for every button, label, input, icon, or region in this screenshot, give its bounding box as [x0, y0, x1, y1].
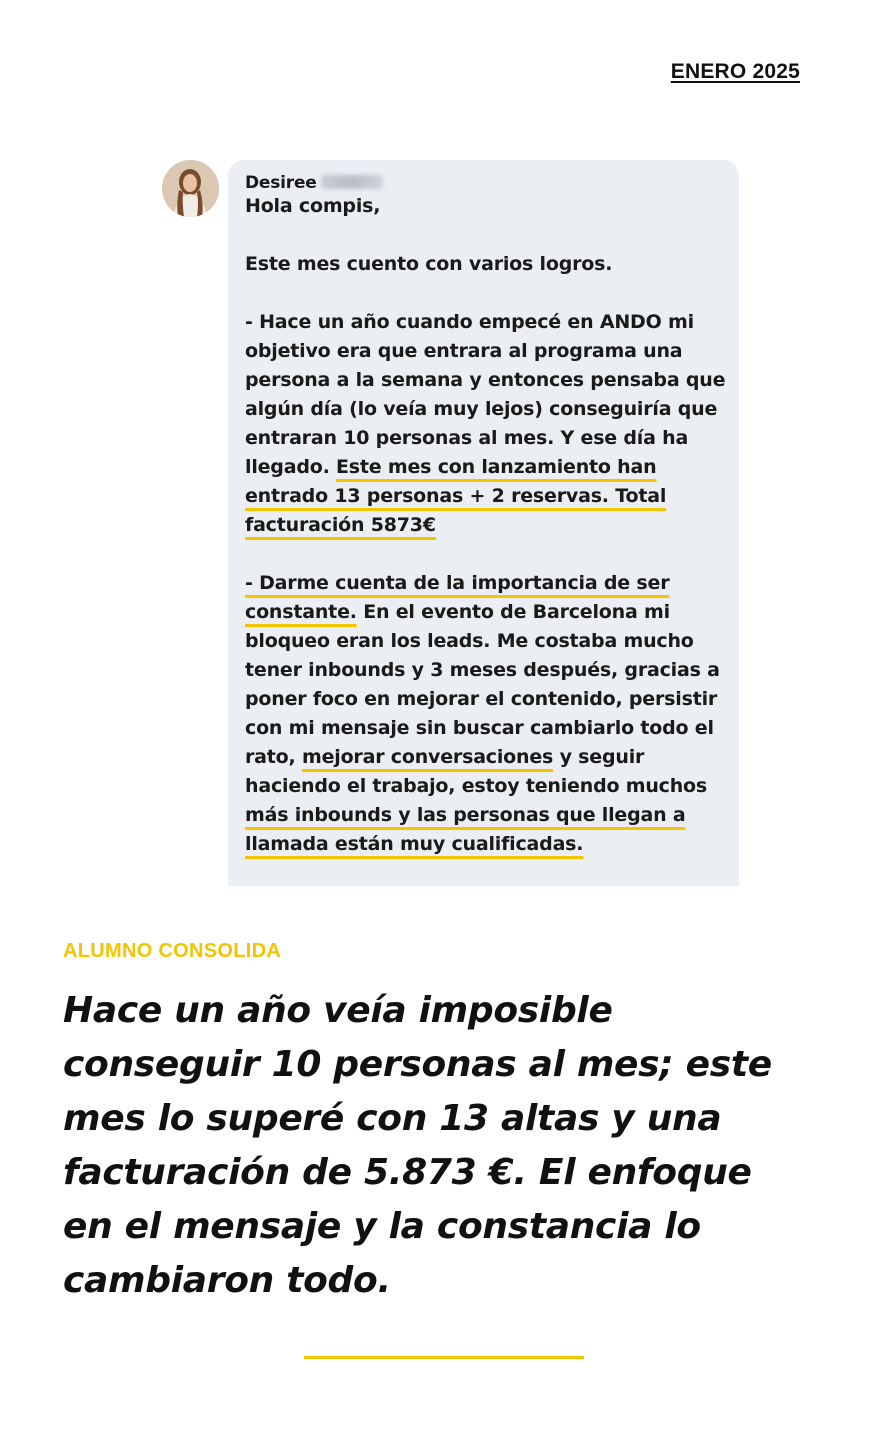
greeting-text: Hola compis, — [245, 195, 381, 217]
message-body — [245, 172, 735, 859]
achievement-2-text-2: y seguir haciendo el trabajo, estoy teniendo muchos — [245, 746, 708, 797]
blurred-surname — [321, 175, 383, 189]
achievement-2-highlight-3: más inbounds y las personas que llegan a llamada están muy cualificadas. — [245, 804, 686, 855]
avatar — [162, 160, 219, 217]
accent-divider — [304, 1356, 584, 1359]
achievement-2-text-1: En el evento de Barcelona mi bloqueo eran los leads. Me costaba mucho tener inbounds y 3 meses después, gracias a poner foco en mejorar el contenido, persistir con mi mensaje sin buscar cambiarlo todo el rato, — [245, 601, 720, 768]
avatar-photo-icon — [162, 160, 219, 217]
testimonial-tag: ALUMNO CONSOLIDA — [63, 940, 282, 962]
achievement-paragraph-2 — [245, 569, 735, 859]
achievement-2-highlight-2: mejorar conversaciones — [301, 746, 554, 768]
sender-name — [245, 172, 735, 194]
achievement-1-text: - Hace un año cuando empecé en ANDO mi objetivo era que entrara al programa una persona a la semana y entonces pensaba que algún día (lo veía muy lejos) conseguiría que entraran 10 personas al mes. Y ese día ha llegado. — [245, 311, 726, 478]
intro-text: Este mes cuento con varios logros. — [245, 253, 613, 275]
achievement-paragraph-1 — [245, 308, 735, 540]
achievement-2-highlight-1: - Darme cuenta de la importancia de ser constante. — [245, 572, 670, 623]
chat-message-bubble — [228, 160, 739, 886]
date-label: ENERO 2025 — [670, 60, 800, 83]
testimonial-quote: Hace un año veía imposible conseguir 10 personas al mes; este mes lo superé con 13 altas y una facturación de 5.873 €. El enfoque en el mensaje y la constancia lo cambiaron todo. — [63, 990, 772, 1301]
sender-first-name: Desiree — [245, 173, 317, 193]
achievement-1-highlight: Este mes con lanzamiento han entrado 13 personas + 2 reservas. Total facturación 5873€ — [245, 456, 667, 536]
